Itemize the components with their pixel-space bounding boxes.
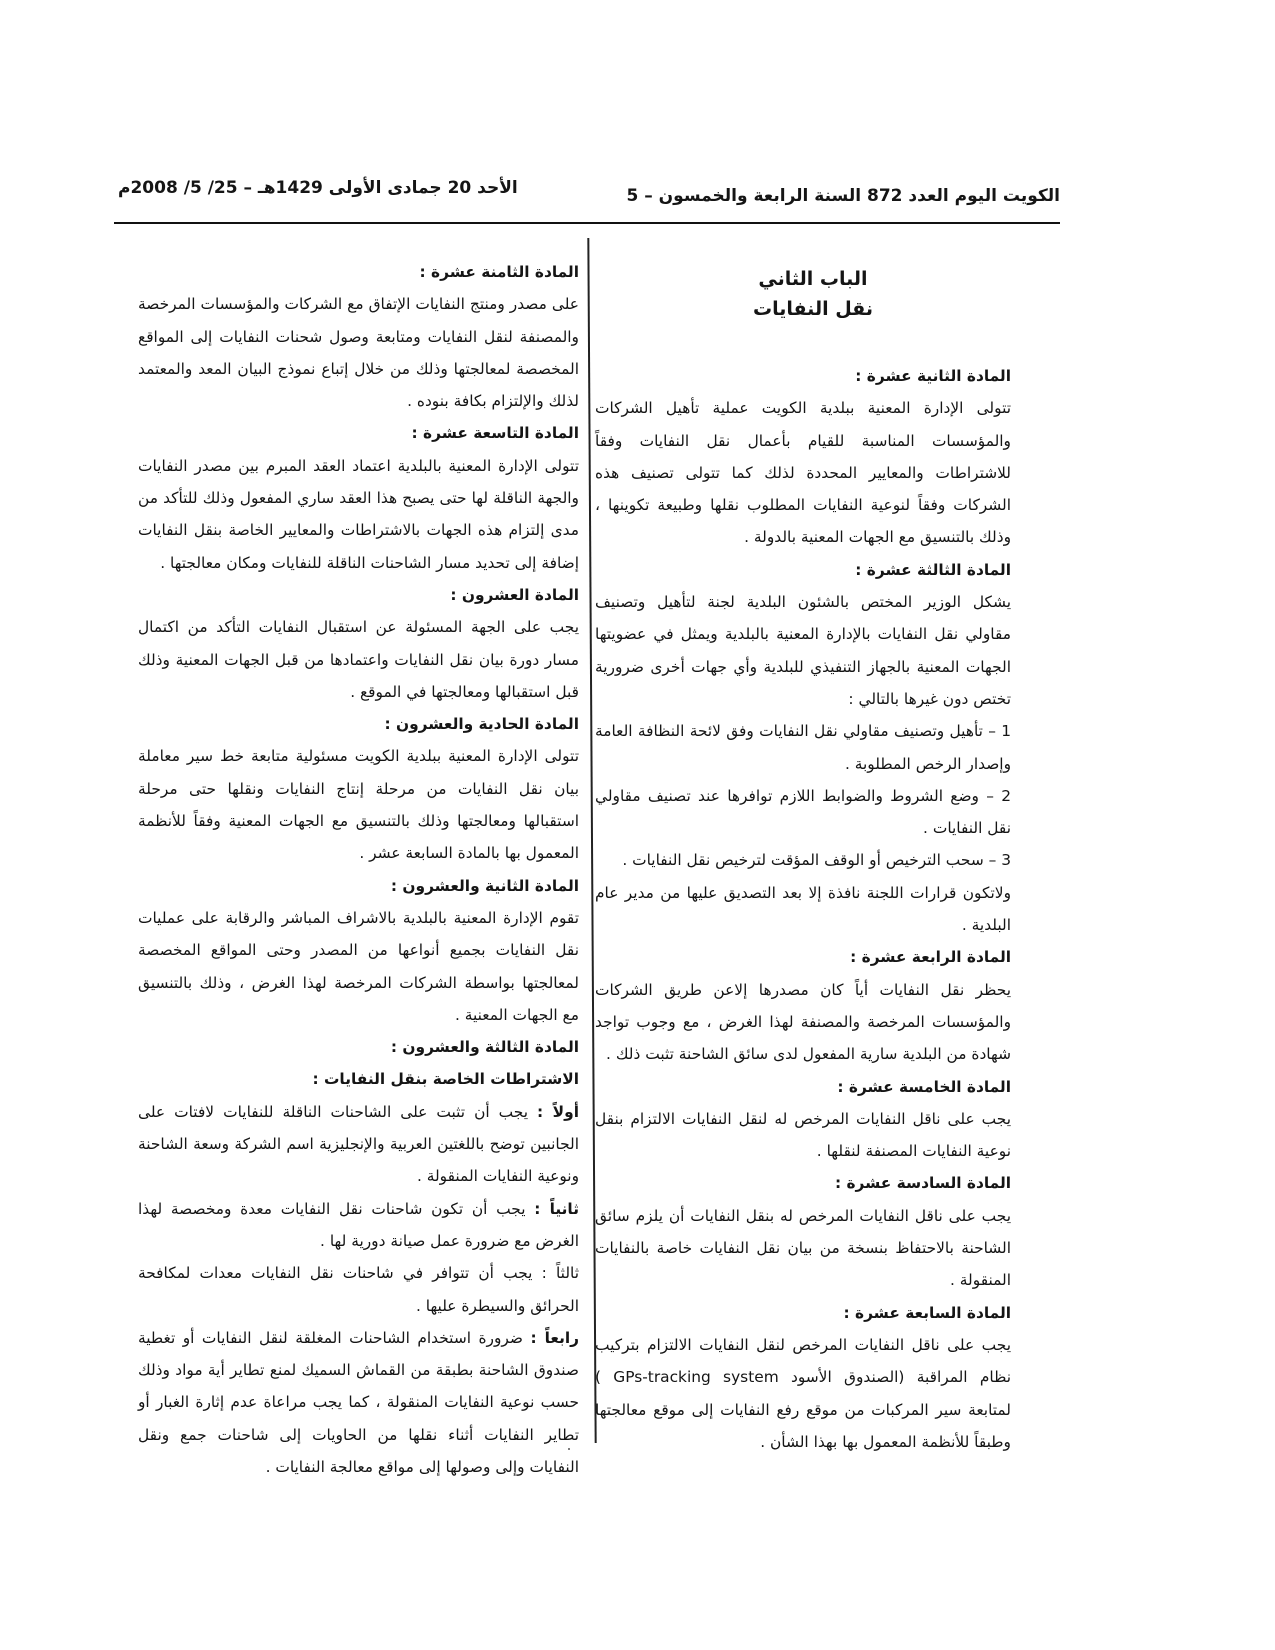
condition-4 (138, 1322, 579, 1483)
article-13-text: يشكل الوزير المختص بالشئون البلدية لجنة لتأهيل وتصنيف مقاولي نقل النفايات بالإدارة المعنية بالبلدية ويمثل في عضويتها الجهات المعنية بالجهاز التنفيذي للبلدية وأي جهات أخرى ضرورية تختص دون غيرها بالتالي : (595, 593, 1011, 708)
article-19-text: تتولى الإدارة المعنية بالبلدية اعتماد العقد المبرم بين مصدر النفايات والجهة الناقلة لها حتى يصبح هذا العقد ساري المفعول وذلك للتأكد من مدى إلتزام هذه الجهات بالاشتراطات والمعايير الخاصة بنقل النفايات إضافة إلى تحديد مسار الشاحنات الناقلة للنفايات ومكان معالجتها . (138, 456, 579, 572)
left-column (138, 256, 579, 1483)
article-17-text-a: يجب على ناقل النفايات المرخص لنقل النفايات الالتزام بتركيب نظام المراقبة (الصندوق الأسود (595, 1335, 1011, 1387)
article-12-title: المادة الثانية عشرة : (855, 367, 1011, 385)
article-14-text: يحظر نقل النفايات أياً كان مصدرها إلاعن طريق الشركات والمؤسسات المرخصة والمصنفة لهذا الغرض ، مع وجوب تواجد شهادة من البلدية سارية المفعول لدى سائق الشاحنة تثبت ذلك . (595, 980, 1011, 1064)
article-16-text: يجب على ناقل النفايات المرخص له بنقل النفايات أن يلزم سائق الشاحنة بالاحتفاظ بنسخة من بيان نقل النفايات خاصة بالنفايات المنقولة . (595, 1206, 1011, 1290)
issue-date: الأحد 20 جمادى الأولى 1429هـ – 25/ 5/ 2008م (118, 178, 518, 198)
article-20-title: المادة العشرون : (450, 585, 579, 604)
condition-3-label: ثالثاً : (541, 1264, 579, 1283)
chapter-title: الباب الثاني (758, 268, 868, 290)
header-rule (114, 222, 1060, 224)
article-17-title: المادة السابعة عشرة : (843, 1303, 1011, 1322)
condition-2 (138, 1193, 579, 1258)
right-column (595, 264, 1011, 1458)
article-12-text: تتولى الإدارة المعنية ببلدية الكويت عملية تأهيل الشركات والمؤسسات المناسبة للقيام بأعمال نقل النفايات وفقاً للاشتراطات والمعايير المحددة لذلك كما تتولى تصنيف هذه الشركات وفقاً لنوعية النفايات المطلوب نقلها وطبيعة تكوينها ، وذلك بالتنسيق مع الجهات المعنية بالدولة . (595, 399, 1011, 547)
article-13-closing: ولاتكون قرارات اللجنة نافذة إلا بعد التصديق عليها من مدير عام البلدية . (595, 883, 1011, 935)
article-23-title: المادة الثالثة والعشرون : (390, 1038, 579, 1057)
article-19-title: المادة التاسعة عشرة : (411, 424, 579, 443)
article-22-title: المادة الثانية والعشرون : (390, 876, 579, 895)
page-header (118, 178, 1060, 214)
scan-speck (568, 1448, 570, 1450)
article-21-text: تتولى الإدارة المعنية ببلدية الكويت مسئولية متابعة خط سير معاملة بيان نقل النفايات من مرحلة إنتاج النفايات ونقلها حتى مرحلة استقبالها ومعالجتها وذلك بالتنسيق مع الجهات المعنية وفقاً للأنظمة المعمول بها بالمادة السابعة عشر . (138, 747, 579, 863)
condition-3 (138, 1257, 579, 1322)
article-15-title: المادة الخامسة عشرة : (837, 1077, 1011, 1096)
article-17-text-b: ) لمتابعة سير المركبات من موقع رفع النفايات إلى موقع معالجتها وطبقاً للأنظمة المعمول بها بهذا الشأن . (595, 1368, 1011, 1451)
article-13-item-1: 1 – تأهيل وتصنيف مقاولي نقل النفايات وفق لائحة النظافة العامة وإصدار الرخص المطلوبة . (595, 722, 1011, 773)
article-14-title: المادة الرابعة عشرة : (850, 948, 1011, 967)
condition-2-label: ثانياً : (534, 1199, 579, 1218)
condition-1-label: أولاً : (537, 1102, 579, 1121)
gazette-issue: الكويت اليوم العدد 872 السنة الرابعة والخمسون – 5 (626, 186, 1060, 206)
article-18-text: على مصدر ومنتج النفايات الإتفاق مع الشركات والمؤسسات المرخصة والمصنفة لنقل النفايات ومتابعة وصول شحنات النفايات إلى المواقع المخصصة لمعالجتها وذلك من خلال إتباع نموذج البيان المعد والمعتمد لذلك والإلتزام بكافة بنوده . (138, 295, 579, 411)
article-13-item-2: 2 – وضع الشروط والضوابط اللازم توافرها عند تصنيف مقاولي نقل النفايات . (595, 786, 1011, 838)
condition-1-text: يجب أن تثبت على الشاحنات الناقلة للنفايات لافتات على الجانبين توضح باللغتين العربية والإنجليزية اسم الشركة وسعة الشاحنة ونوعية النفايات المنقولة . (138, 1102, 579, 1186)
article-13-item-3: 3 – سحب الترخيص أو الوقف المؤقت لترخيص نقل النفايات . (622, 851, 1011, 870)
article-22-text: تقوم الإدارة المعنية بالبلدية بالاشراف المباشر والرقابة على عمليات نقل النفايات بجميع أنواعها من المصدر وحتى المواقع المخصصة لمعالجتها بواسطة الشركات المرخصة لهذا الغرض ، وذلك بالتنسيق مع الجهات المعنية . (138, 908, 579, 1024)
condition-4-label: رابعاً : (530, 1328, 579, 1347)
condition-1 (138, 1096, 579, 1193)
condition-4-text: ضرورة استخدام الشاحنات المغلقة لنقل النفايات أو تغطية صندوق الشاحنة بطبقة من القماش السميك لمنع تطاير أية مواد وذلك حسب نوعية النفايات المنقولة ، كما يجب مراعاة عدم إثارة الغبار أو تطاير النفايات أثناء نقلها من الحاويات إلى شاحنات جمع ونقل النفايات وإلى وصولها إلى مواقع معالجة النفايات . (138, 1328, 579, 1476)
article-20-text: يجب على الجهة المسئولة عن استقبال النفايات التأكد من اكتمال مسار دورة بيان نقل النفايات واعتمادها من قبل الجهات المعنية وذلك قبل استقبالها ومعالجتها في الموقع . (138, 618, 579, 701)
condition-3-text: يجب أن تتوافر في شاحنات نقل النفايات معدات لمكافحة الحرائق والسيطرة عليها . (138, 1264, 579, 1315)
article-21-title: المادة الحادية والعشرون : (384, 715, 579, 734)
article-13-title: المادة الثالثة عشرة : (855, 560, 1011, 579)
article-23-subtitle: الاشتراطات الخاصة بنقل النفايات : (312, 1070, 579, 1089)
article-16-title: المادة السادسة عشرة : (834, 1174, 1011, 1193)
condition-2-text: يجب أن تكون شاحنات نقل النفايات معدة ومخصصة لهذا الغرض مع ضرورة عمل صيانة دورية لها . (138, 1199, 579, 1250)
article-18-title: المادة الثامنة عشرة : (419, 263, 579, 281)
chapter-subtitle: نقل النفايات (753, 298, 873, 320)
article-17-text (595, 1329, 1011, 1458)
gps-term: GPs-tracking system (613, 1368, 779, 1387)
article-15-text: يجب على ناقل النفايات المرخص له لنقل النفايات الالتزام بنقل نوعية النفايات المصنفة لنقلها . (595, 1109, 1011, 1161)
